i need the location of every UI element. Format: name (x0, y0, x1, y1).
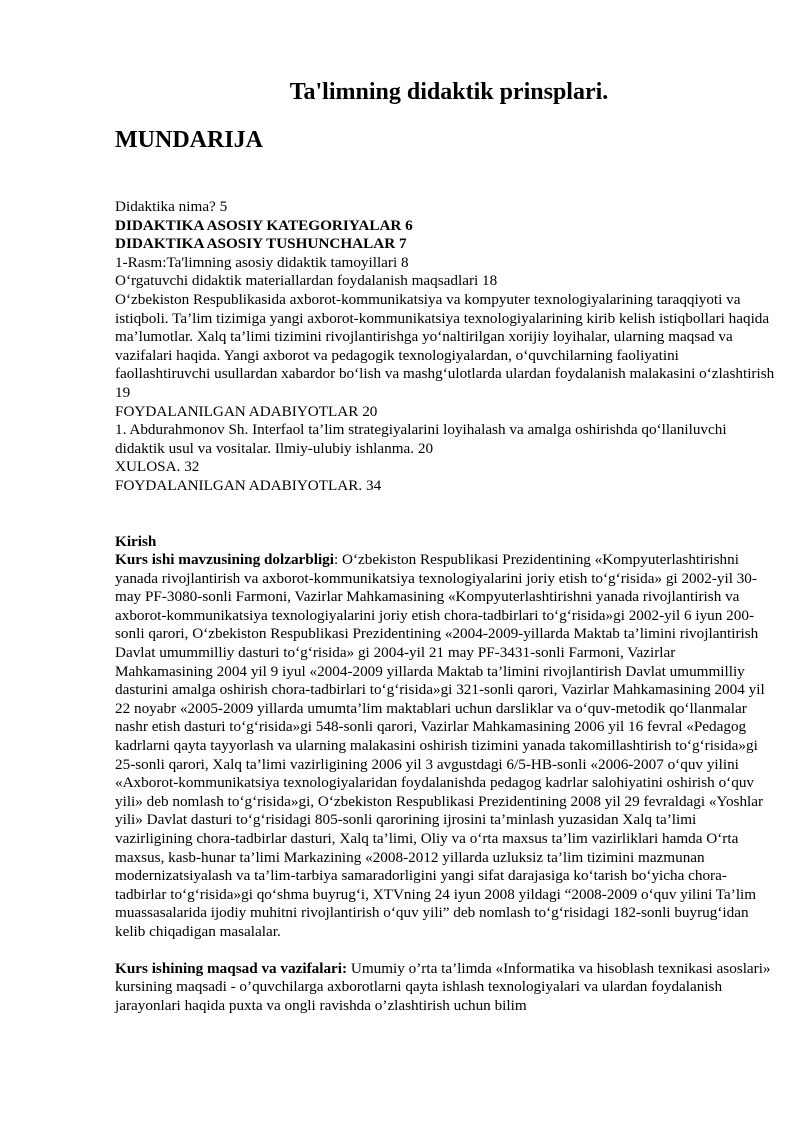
toc-entry[interactable]: XULOSA. 32 (115, 458, 200, 476)
relevance-paragraph (115, 551, 775, 941)
goals-paragraph (115, 960, 775, 1016)
toc-entry[interactable]: O‘zbekiston Respublikasida axborot-kommunikatsiya va kompyuter texnologiyalarining taraqqiyoti va istiqboli. Ta’lim tizimiga yangi axborot-kommunikatsiya texnologiyalarining kirib kelish istiqbollari haqida ma’lumotlar. Xalq ta’limi tizimini rivojlantirishga yo‘naltirilgan xorijiy loyihalar, ularning maqsad va vazifalari haqida. Yangi axborot va pedagogik texnologiyalardan, o‘quvchilarning faoliyatini faollashtiruvchi usullardan xabardor bo‘lish va mashg‘ulotlarda ulardan foydalanish malakasini o‘zlashtirish 19 (115, 290, 775, 401)
document-page (115, 78, 775, 1015)
goals-label: Kurs ishining maqsad va vazifalari: (115, 959, 348, 977)
toc-entry[interactable]: 1. Abdurahmonov Sh. Interfaol ta’lim strategiyalarini loyihalash va amalga oshirishda qo‘llaniluvchi didaktik usul va vositalar. Ilmiy-ulubiy ishlanma. 20 (115, 421, 727, 457)
toc-entry[interactable]: FOYDALANILGAN ADABIYOTLAR. 34 (115, 476, 382, 494)
toc-entry[interactable]: DIDAKTIKA ASOSIY KATEGORIYALAR 6 (115, 216, 413, 234)
goals-section (115, 960, 775, 1016)
goals-text: Umumiy o’rta ta’limda «Informatika va hisoblash texnikasi asoslari» kursining maqsadi - o’quvchilarga axborotlarni qayta ishlash texnologiyalari va ulardan foydalanish jarayonlari haqida puxta va ongli ravishda o’zlashtirish uchun bilim (115, 959, 771, 1014)
document-title: Ta'limning didaktik prinsplari. (289, 79, 609, 105)
toc-entry[interactable]: O‘rgatuvchi didaktik materiallardan foydalanish maqsadlari 18 (115, 272, 498, 290)
toc-heading: MUNDARIJA (115, 127, 263, 153)
relevance-label: Kurs ishi mavzusining dolzarbligi (115, 551, 334, 569)
intro-section (115, 533, 775, 942)
toc-entry[interactable]: DIDAKTIKA ASOSIY TUSHUNCHALAR 7 (115, 235, 407, 253)
table-of-contents (115, 198, 775, 496)
relevance-text: : O‘zbekiston Respublikasi Prezidentining «Kompyuterlashtirishni yanada rivojlantirish va axborot-kommunikatsiya texnologiyalarini joriy etish to‘g‘risida» gi 2002-yil 30-may PF-3080-sonli Farmoni, Vazirlar Mahkamasining «Kompyuterlashtirishni yanada rivojlantirish va axborot-kommunikatsiya texnologiyalarini joriy etish chora-tadbirlari to‘g‘risida»gi 2002-yil 6 iyun 200-sonli qarori, O‘zbekiston Respublikasi Prezidentining «2004-2009-yillarda Maktab ta’limini rivojlantirish Davlat umummilliy dasturi to‘g‘risida» gi 2004-yil 21 may PF-3431-sonli Farmoni, Vazirlar Mahkamasining 2004 yil 9 iyul «2004-2009 yillarda Maktab ta’limini rivojlantirish Davlat umummilliy dasturini amalga oshirish chora-tadbirlari to‘g‘risida»gi 321-sonli qarori, Vazirlar Mahkamasining 2004 yil 22 noyabr «2005-2009 yillarda umumta’lim maktablari uchun darsliklar va o‘quv-metodik qo‘llanmalar nashr etish dasturi to‘g‘risida»gi 548-sonli qarori, Vazirlar Mahkamasining 2006 yil 16 fevral «Pedagog kadrlarni qayta tayyorlash va ularning malakasini oshirish tizimini yanada takomillashtirish to‘g‘risida»gi 25-sonli qarori, Xalq ta’limi vazirligining 2006 yil 3 avgustdagi 6/5-HB-sonli «2006-2007 o‘quv yilini «Axborot-kommunikatsiya texnologiyalaridan foydalanishda pedagog kadrlar salohiyatini oshirish o‘quv yili» deb nomlash to‘g‘risida»gi, O‘zbekiston Respublikasi Prezidentining 2008 yil 29 fevraldagi «Yoshlar yili» Davlat dasturi to‘g‘risidagi 805-sonli qarorining ijrosini ta’minlash yuzasidan Xalq ta’limi vazirligining chora-tadbirlar dasturi, Xalq ta’limi, Oliy va o‘rta maxsus ta’lim vazirliklari hamda O‘rta maxsus, kasb-hunar ta’limi Markazining «2008-2012 yillarda uzluksiz ta’lim tizimini mazmunan modernizatsiyalash va ta’lim-tarbiya samaradorligini yangi sifat darajasiga ko‘tarish bo‘yicha chora-tadbirlar to‘g‘risida»gi qo‘shma buyrug‘i, XTVning 24 iyun 2008 yildagi “2008-2009 o‘quv yilini Ta’lim muassasalarida ijodiy muhitni rivojlantirish o‘quv yili” deb nomlash to‘g‘risidagi 182-sonli buyrug‘idan kelib chiqadigan masalalar. (115, 551, 765, 940)
toc-entry[interactable]: FOYDALANILGAN ADABIYOTLAR 20 (115, 402, 378, 420)
toc-entry[interactable]: 1-Rasm:Ta'limning asosiy didaktik tamoyillari 8 (115, 253, 409, 271)
intro-heading: Kirish (115, 532, 157, 550)
toc-entry[interactable]: Didaktika nima? 5 (115, 198, 228, 215)
